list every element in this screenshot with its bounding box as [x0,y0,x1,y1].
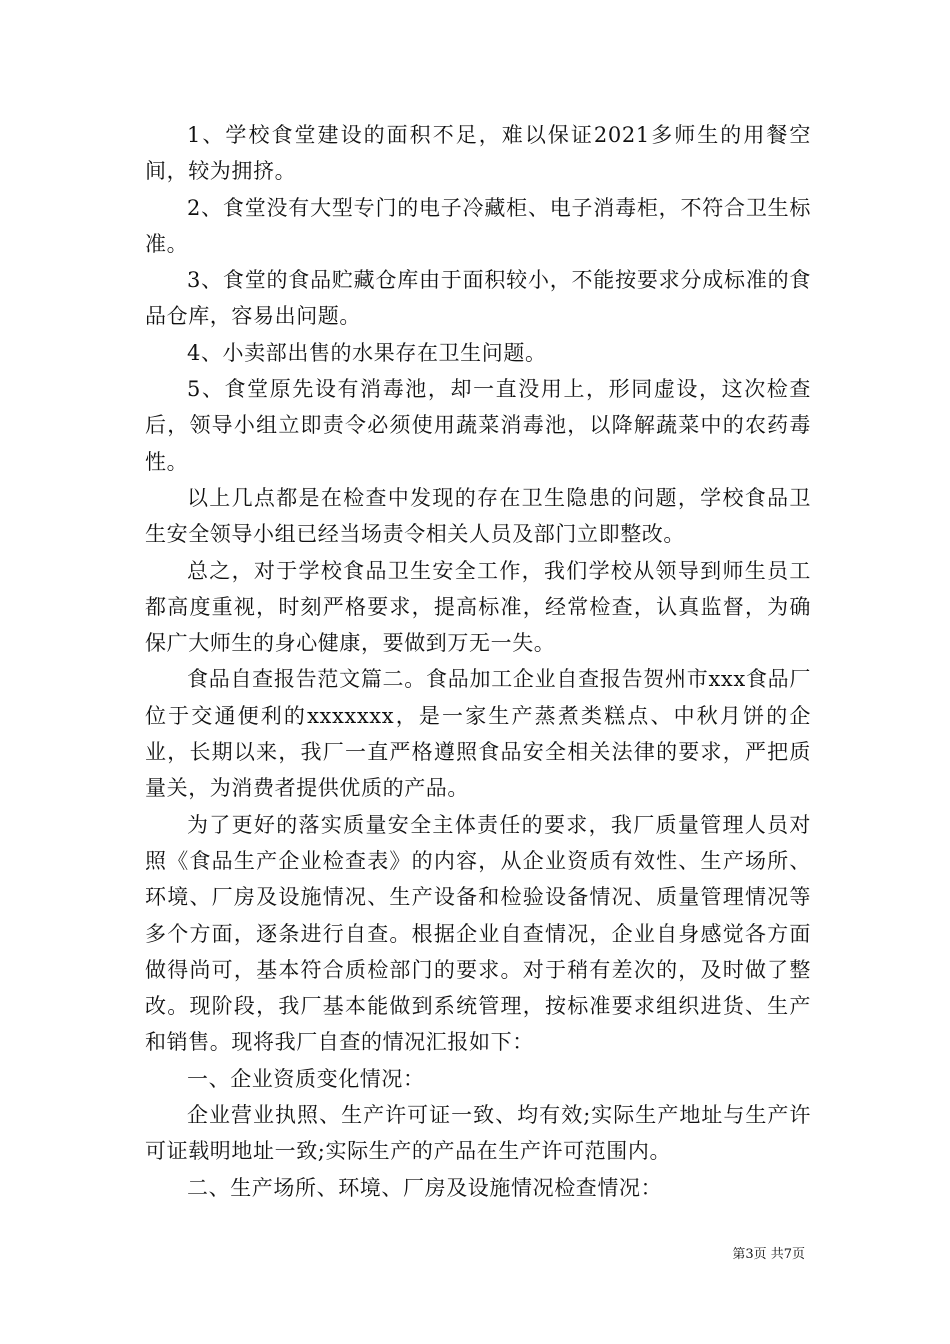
paragraph-no-cabinets: 2、食堂没有大型专门的电子冷藏柜、电子消毒柜，不符合卫生标准。 [145,195,811,256]
paragraph-disinfection-pool: 5、食堂原先设有消毒池，却一直没用上，形同虚设，这次检查后，领导小组立即责令必须使用蔬菜消毒池，以降解蔬菜中的农药毒性。 [145,377,811,474]
paragraph-fruit-hygiene: 4、小卖部出售的水果存在卫生问题。 [187,340,547,365]
section-heading-qualification: 一、企业资质变化情况： [187,1066,425,1091]
section-heading-premises: 二、生产场所、环境、厂房及设施情况检查情况： [187,1175,663,1200]
paragraph-rectification: 以上几点都是在检查中发现的存在卫生隐患的问题，学校食品卫生安全领导小组已经当场责令相关人员及部门立即整改。 [145,485,811,547]
page-number: 第3页 共7页 [732,1247,805,1262]
paragraph-summary: 总之，对于学校食品卫生安全工作，我们学校从领导到师生员工都高度重视，时刻严格要求，提高标准，经常检查，认真监督，为确保广大师生的身心健康，要做到万无一失。 [145,558,811,656]
paragraph-canteen-space: 1、学校食堂建设的面积不足，难以保证2021多师生的用餐空间，较为拥挤。 [145,123,811,184]
paragraph-licenses: 企业营业执照、生产许可证一致、均有效;实际生产地址与生产许可证载明地址一致;实际生产的产品在生产许可范围内。 [145,1103,811,1164]
paragraph-sample-two-intro: 食品自查报告范文篇二。食品加工企业自查报告贺州市xxx食品厂位于交通便利的xxxxxxx，是一家生产蒸煮类糕点、中秋月饼的企业，长期以来，我厂一直严格遵照食品安全相关法律的要求，严把质量关，为消费者提供优质的产品。 [145,667,811,801]
document-body [145,117,811,1206]
paragraph-storage-room: 3、食堂的食品贮藏仓库由于面积较小，不能按要求分成标准的食品仓库，容易出问题。 [145,268,811,329]
paragraph-self-inspection: 为了更好的落实质量安全主体责任的要求，我厂质量管理人员对照《食品生产企业检查表》的内容，从企业资质有效性、生产场所、环境、厂房及设施情况、生产设备和检验设备情况、质量管理情况等多个方面，逐条进行自查。根据企业自查情况，企业自身感觉各方面做得尚可，基本符合质检部门的要求。对于稍有差次的，及时做了整改。现阶段，我厂基本能做到系统管理，按标准要求组织进货、生产和销售。现将我厂自查的情况汇报如下： [145,812,811,1055]
